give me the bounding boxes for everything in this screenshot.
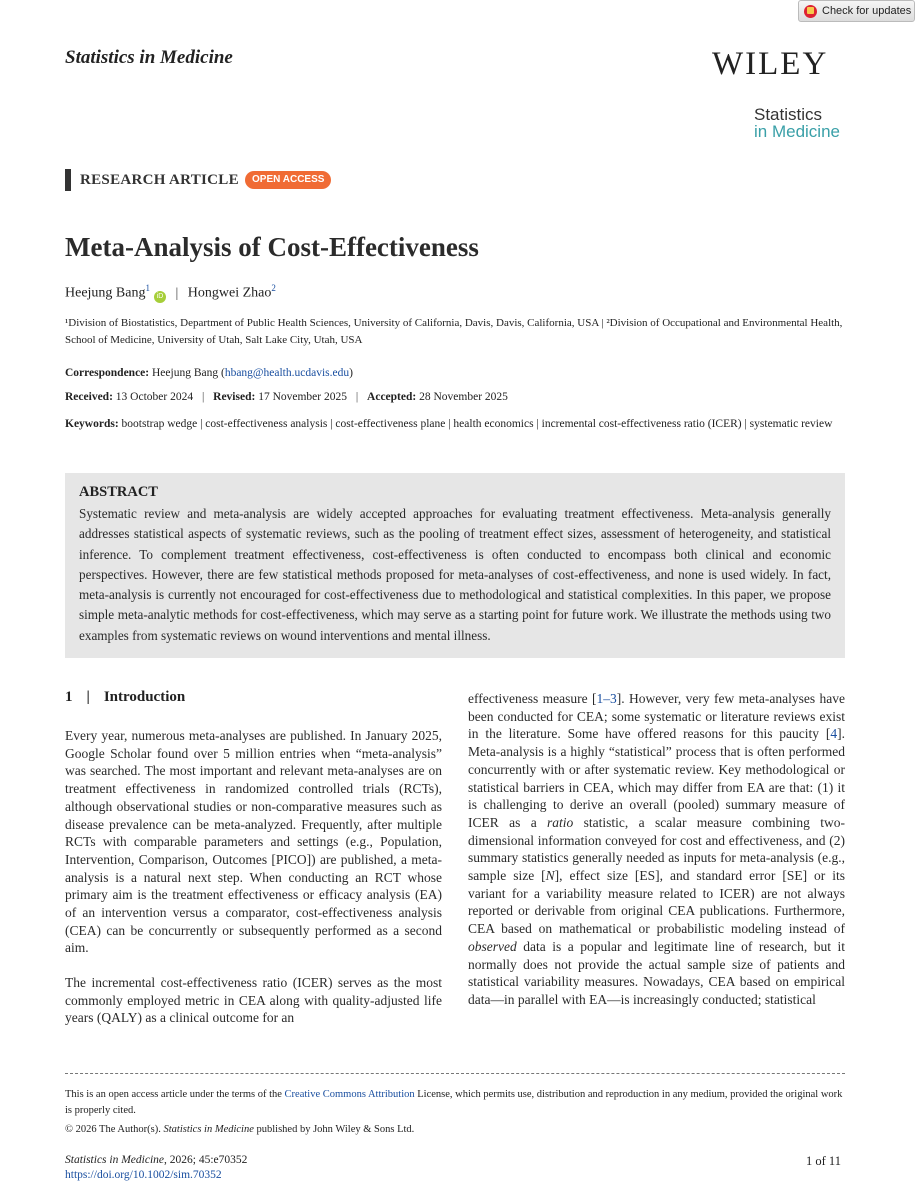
footer-volume: , 2026; 45:e70352	[164, 1154, 248, 1166]
text-run: statistic, a scalar measure combining two-dimensional information conveyed for cost and effectiveness, and (2) summary statistics generally needed as inputs for meta-analysis (e.g., sample size [	[468, 814, 845, 884]
citation-link[interactable]: 4	[830, 726, 838, 742]
affiliations: ¹Division of Biostatistics, Department of Public Health Sciences, University of California, Davis, Davis, California, USA | ²Division of Occupational and Environmental Health, School of Medicine, University of Utah, Salt Lake City, Utah, USA	[65, 317, 843, 346]
text-run: ]. However, very few meta-analyses have been conducted for CEA; some systematic or literature reviews exist in the literature. Some have offered reasons for this paucity [	[468, 691, 846, 742]
journal-logo	[754, 106, 840, 140]
intro-paragraph-2: The incremental cost-effectiveness ratio (ICER) serves as the most commonly employed metric in CEA along with quality-adjusted life years (QALY) as a clinical outcome for an	[65, 975, 442, 1026]
author-list	[65, 283, 276, 303]
intro-column-2	[468, 690, 845, 1009]
footer-citation	[65, 1154, 247, 1166]
copyright-text: published by John Wiley & Sons Ltd.	[253, 1124, 415, 1135]
author-1[interactable]: Heejung Bang	[65, 285, 146, 301]
check-for-updates-label: Check for updates	[822, 5, 912, 17]
page-number: 1 of 11	[806, 1154, 841, 1168]
license-text: This is an open access article under the terms of the	[65, 1089, 285, 1100]
correspondence-name: Heejung Bang (	[152, 367, 225, 379]
author-separator: |	[175, 285, 179, 301]
section-separator: |	[86, 689, 90, 705]
correspondence-label: Correspondence:	[65, 367, 150, 379]
doi-link[interactable]: https://doi.org/10.1002/sim.70352	[65, 1169, 222, 1181]
license-notice	[65, 1087, 845, 1119]
crossmark-icon	[804, 5, 817, 18]
article-type-bar	[65, 169, 71, 191]
correspondence	[65, 367, 353, 379]
abstract-text: Systematic review and meta-analysis are widely accepted approaches for evaluating treatment effectiveness. Meta-analysis generally addresses statistical aspects of systematic reviews, such as the pooling of treatment effect sizes, assessment of heterogeneity, and statistical inference. To complement treatment effectiveness, cost-effectiveness is often conducted to encompass both clinical and economic perspectives. However, there are few statistical methods proposed for meta-analyses of cost-effectiveness, and none is used widely. In fact, meta-analysis is currently not encouraged for cost-effectiveness due to methodological and statistical complexities. In this paper, we propose simple meta-analytic methods for cost-effectiveness, which may serve as a starting point for future work. We illustrate the methods using two examples from systematic reviews on wound interventions and mental illness.	[79, 506, 831, 643]
italic-term: N	[545, 868, 555, 884]
section-number: 1	[65, 689, 73, 705]
received-date: 13 October 2024	[115, 391, 194, 403]
article-dates	[65, 391, 508, 403]
intro-paragraph-1: Every year, numerous meta-analyses are published. In January 2025, Google Scholar found over 5 million entries when “meta-analysis” was searched. The most important and relevant meta-analyses are on treatment effectiveness in randomized controlled trials (RCTs), although observational studies or non-comparative measures such as disease prevalence can be meta-analyzed. Frequently, after multiple RCTs with comparable parameters and settings (e.g., Population, Intervention, Comparison, Outcomes [PICO]) are published, a meta-analysis is a natural next step. When conducting an RCT whose primary aim is the treatment effectiveness or efficacy analysis (EA) of an intervention versus a comparator, cost-effectiveness analysis (CEA) can be concurrently or subsequently performed as a second aim.	[65, 728, 442, 956]
section-title: Introduction	[103, 689, 186, 705]
check-for-updates-button[interactable]	[798, 0, 915, 22]
correspondence-close: )	[349, 367, 353, 379]
footer-journal: Statistics in Medicine	[65, 1154, 165, 1166]
revised-date: 17 November 2025	[258, 391, 347, 403]
license-text: License, which permits use, distribution and reproduction in any medium, provided the original work is properly cited.	[65, 1089, 843, 1116]
logo-line-1: Statistics	[754, 105, 823, 124]
copyright-text: © 2026 The Author(s).	[65, 1124, 164, 1135]
date-separator: |	[201, 391, 205, 403]
keywords-list: bootstrap wedge | cost-effectiveness analysis | cost-effectiveness plane | health economics | incremental cost-effectiveness ratio (ICER) | systematic review	[121, 418, 833, 430]
text-run: effectiveness measure [	[468, 691, 597, 706]
accepted-date: 28 November 2025	[419, 391, 508, 403]
keywords-label: Keywords:	[65, 418, 119, 430]
footer-doi	[65, 1169, 222, 1181]
section-heading	[65, 689, 185, 706]
orcid-icon[interactable]: iD	[154, 291, 166, 303]
keywords	[65, 416, 845, 433]
text-run: data is a popular and legitimate line of research, but it normally does not provide the actual sample size of patients and statistical variability measures. Nowadays, CEA based on empirical data—in parallel with EA—is increasingly conducted; statistical	[468, 938, 845, 1007]
citation-link[interactable]: 1–3	[596, 691, 617, 706]
footer-divider	[65, 1073, 845, 1074]
copyright-journal: Statistics in Medicine	[163, 1124, 254, 1135]
text-run: ]. Meta-analysis is a highly “statistical” process that is often performed concurrently with or after systematic review. Key methodological or statistical barriers in CEA, which may differ from EA are that: (1) it is challenging to derive an overall (pooled) summary measure of ICER as a	[468, 726, 845, 830]
abstract-heading: ABSTRACT	[79, 484, 158, 500]
date-separator: |	[355, 391, 359, 403]
received-label: Received:	[65, 391, 113, 403]
copyright	[65, 1124, 414, 1135]
italic-term: observed	[468, 938, 517, 954]
logo-line-2: in Medicine	[754, 122, 840, 141]
author-1-affil[interactable]: 1	[145, 283, 150, 293]
open-access-badge: OPEN ACCESS	[245, 171, 331, 189]
author-2-affil[interactable]: 2	[271, 283, 276, 293]
abstract-box	[65, 473, 845, 658]
text-run: ], effect size [ES], and standard error [SE] or its variant for a variability measure related to ICER) are not always reported or derivable from original CEA publications. Furthermore, CEA based on mathematical or probabilistic modeling instead of	[468, 868, 845, 937]
author-2[interactable]: Hongwei Zhao	[187, 285, 272, 301]
article-type: RESEARCH ARTICLE	[80, 172, 239, 188]
license-link[interactable]: Creative Commons Attribution	[284, 1089, 415, 1100]
journal-header: Statistics in Medicine	[65, 47, 233, 68]
correspondence-email-link[interactable]: hbang@health.ucdavis.edu	[224, 367, 350, 379]
revised-label: Revised:	[213, 391, 256, 403]
article-title: Meta-Analysis of Cost-Effectiveness	[65, 232, 479, 262]
wiley-logo: WILEY	[712, 46, 829, 82]
italic-term: ratio	[547, 814, 574, 830]
accepted-label: Accepted:	[367, 391, 417, 403]
